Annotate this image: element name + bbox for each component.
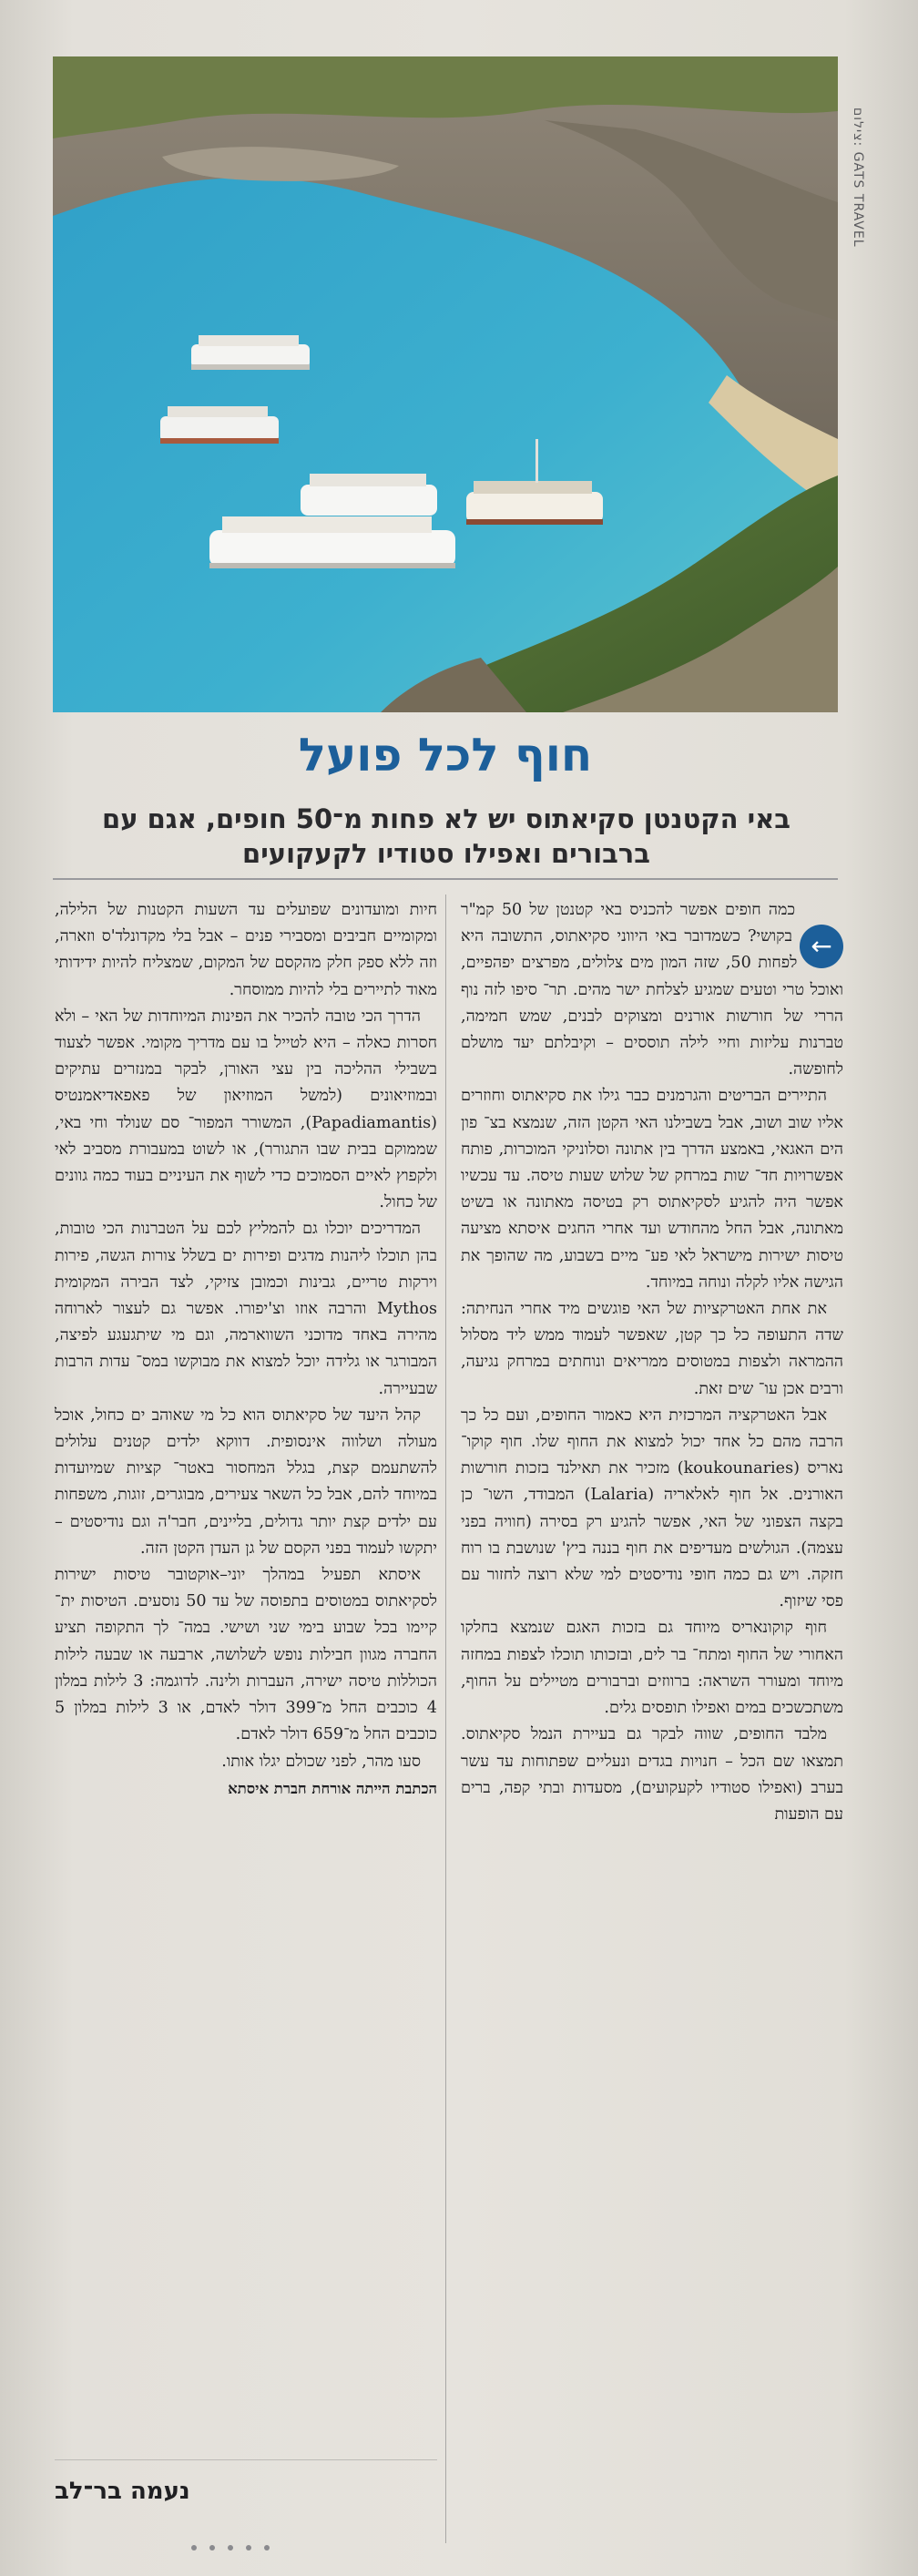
byline-divider [55, 2459, 437, 2460]
paragraph: חוף קוקונאריס מיוחד גם בזכות האגם שנמצא בחלקו האחורי של החוף ומתח־ בר לים, ובזכותו תוכלו לצפות במחזה מיוחד ומעורר השראה: ברווזים וברבורים מטיילים על החוף, משתכשכים במים ואפילו תופסים גלים. [461, 1619, 843, 1718]
paragraph: הדרך הכי טובה להכיר את הפינות המיוחדות של האי – ולא חסרות כאלה – היא לטייל בו עם מדריך מקומי. אפשר לצעוד בשבילי ההליכה בין עצי האורן, לבקר במנזרים עתיקים ובמוזיאונים (למשל המוזיאון של פאפאדיאמנטיס (Papadiamantis), המשורר המפור־ סם שנולד וחי באי, שממוקם בבית שבו התגורר), או לשוט במעבורת מסביב לאי ולקפוץ לאיים הסמוכים כדי לשוף את העיניים בעוד כמה גוונים של כחול. [55, 1007, 437, 1212]
disclosure-note: הכתבת הייתה אורחת חברת איסתא [228, 1779, 437, 1797]
paragraph: המדריכים יוכלו גם להמליץ לכם על הטברנות הכי טובות, בהן תוכלו ליהנות מדגים ופירות ים בשלל צורות הגשה, פירות וירקות טריים, גבינות וכמובן צזיקי, לצד הבירה המקומית Mythos והרבה אוזו וצ'יפורו. אפשר גם לעצור לארוחה מהירה באחד מדוכני השווארמה, וגם מי שיתגעגע לפיצה, המבורגר או גלידה יוכל למצוא את מבוקשו במס־ עדות הרבות שבעיירה. [55, 1220, 437, 1398]
article-headline: חוף לכל פועל [298, 729, 593, 782]
dot [191, 2545, 197, 2550]
author-byline: נעמה בר־לב [55, 2478, 190, 2505]
column-divider [445, 894, 446, 2543]
dot [246, 2545, 251, 2550]
paragraph: את אחת האטרקציות של האי פוגשים מיד אחרי הנחיתה: שדה התעופה כל כך קטן, שאפשר לעמוד ממש ליד מסלול ההמראה ולצפות במטוסים ממריאים ונוחתים במרחק נגיעה, ורבים אכן עו־ שים זאת. [461, 1300, 843, 1398]
paragraph: כמה חופים אפשר להכניס באי קטנטן של 50 קמ"ר בקושי? כשמדובר באי היווני סקיאתוס, התשובה היא לפחות 50, שזה המון מים צלולים, מפרצים יפהפיים, ואוכל טרי וטעים שמגיע לצלחת ישר מהים. תר־ סיפו לזה נוף הררי של חורשות אורנים ומצוקים לבנים, שמש חמימה, טברנות עליזות וחיי לילה תוססים – וקיבלתם יעד מושלם לחופשה. [461, 901, 843, 1079]
paragraph: אבל האטרקציה המרכזית היא כאמור החופים, ועם כל כך הרבה מהם כל אחד יכול למצוא את החוף שלו. חוף קוקו־ נאריס (koukounaries) מזכיר את תאילנד בזכות חורשות האורנים. אל חוף לאלאריה (Lalaria) המבודד, השו־ כן בקצה הצפוני של האי, אפשר להגיע רק בסירה (חוויה בפני עצמה). הגולשים מעדיפים את חוף בננה ביץ' שנושבת בו רוח חזקה. ויש גם כמה חופי נודיסטים למי שלא רוצה לחזור עם פסי שיזוף. [461, 1406, 844, 1611]
paragraph: מלבד החופים, שווה לבקר גם בעיירת הנמל סקיאתוס. תמצאו שם הכל – חנויות בגדים ונעליים שפתוחות עד עשר בערב (ואפילו סטודיו לקעקועים), מסעדות ובתי קפה, ברים עם הופעות [461, 1725, 843, 1824]
article-subhead: באי הקטנטן סקיאתוס יש לא פחות מ־50 חופים, אגם עם ברבורים ואפילו סטודיו לקעקועים [102, 803, 790, 869]
paragraph: איסתא תפעיל במהלך יוני–אוקטובר טיסות ישירות לסקיאתוס במטוסים בתפוסה של עד 50 נוסעים. הטיסות ית־ קיימו בכל שבוע בימי שני ושישי. במה־ לך התקופה תציע החברה מגוון חבילות נופש לשלושה, ארבעה או שבעה לילות הכוללות טיסה ישירה, העברות ולינה. לדוגמה: 3 לילות במלון 4 כוכבים החל מ־399 דולר לאדם, או 3 לילות במלון 5 כוכבים החל מ־659 דולר לאדם. [55, 1566, 437, 1744]
paragraph: חיות ומועדונים שפועלים עד השעות הקטנות של הלילה, ומקומיים חביבים ומסבירי פנים – אבל בלי מקדונלד'ס וזארה, וזה ללא ספק חלק מהקסם של המקום, שמצליח להיות ידידותי מאוד לתיירים בלי להיות ממוסחר. [55, 901, 437, 999]
arrow-left-icon[interactable]: ← [800, 925, 843, 968]
headline-divider [53, 878, 838, 880]
photo-credit: צילום: GATS TRAVEL [851, 107, 865, 248]
bay-with-boats-image [53, 56, 838, 712]
dot [209, 2545, 215, 2550]
page-dots [191, 2545, 270, 2550]
dot [228, 2545, 233, 2550]
paragraph: קהל היעד של סקיאתוס הוא כל מי שאוהב ים כחול, אוכל מעולה ושלווה אינסופית. דווקא ילדים קטנים עלולים להשתעמם קצת, בגלל המחסור באטר־ קציות שמיועדות במיוחד להם, אבל כל השאר צעירים, מבוגרים, זוגות, משפחות עם ילדים קצת יותר גדולים, בליינים, חבר'ה וגם נודיסטים – יתקשו לעמוד בפני הקסם של גן העדן הקטן הזה. [55, 1406, 437, 1558]
dot [264, 2545, 270, 2550]
article-column-right [461, 897, 843, 2573]
paragraph: התיירים הבריטים והגרמנים כבר גילו את סקיאתוס וחוזרים אליו שוב ושוב, אבל בשבילנו האי הקטן הזה, שנמצא בצ־ פון הים האגאי, באמצע הדרך בין אתונה וסלוניקי המוכרות, פותח אפשרויות חד־ שות במרחק של שלוש שעות טיסה. עד עכשיו אפשר היה להגיע לסקיאתוס רק בטיסה מאתונה או בשיט מאתונה, אבל החל מהחודש ועד אחרי החגים איסתא מציעה טיסות ישירות מישראל לאי פע־ מיים בשבוע, מה שהופך את הגישה אליו לקלה ונוחה במיוחד. [461, 1087, 843, 1292]
article-column-left [55, 897, 437, 2555]
paragraph: סעו מהר, לפני שכולם יגלו אותו. [221, 1752, 421, 1771]
article-photo [53, 56, 838, 712]
